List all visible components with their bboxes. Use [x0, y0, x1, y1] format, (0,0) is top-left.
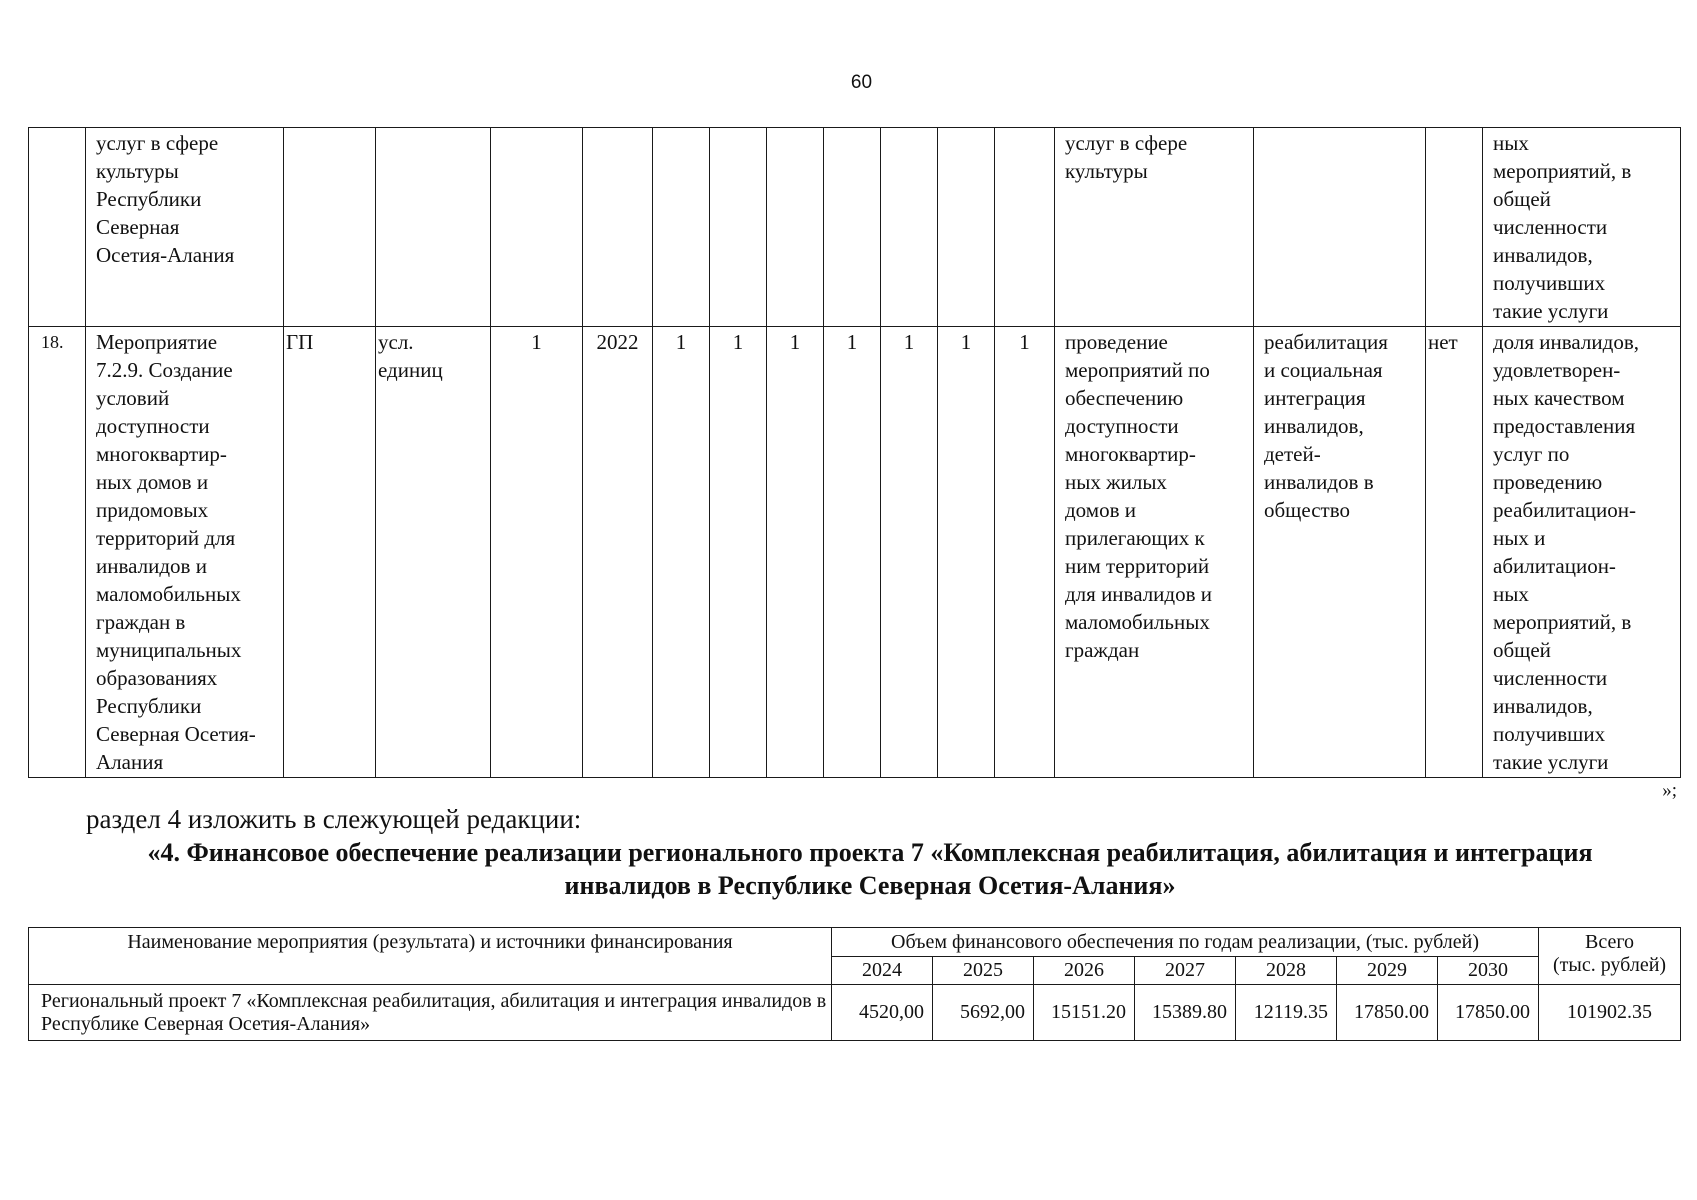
cell-name: Мероприятие 7.2.9. Создание условий доступности многоквартир- ных домов и придомовых территорий для инвалидов и маломобильных граждан в муниципальных образованиях Республики Северная Осетия- Алания: [86, 327, 284, 778]
cell-year-value: [767, 128, 824, 327]
cell-year-value: 1: [881, 327, 938, 778]
project-name: Региональный проект 7 «Комплексная реабилитация, абилитация и интеграция инвалидов в Республике Северная Осетия-Алания»: [29, 985, 832, 1041]
cell-year-value: [995, 128, 1055, 327]
cell-unit: усл. единиц: [376, 327, 491, 778]
year-header: 2030: [1438, 957, 1539, 985]
closing-quote: »;: [1662, 780, 1677, 801]
cell-year-value: 1: [710, 327, 767, 778]
table-row: [29, 985, 1681, 1041]
year-value: 17850.00: [1438, 985, 1539, 1041]
year-value: 17850.00: [1337, 985, 1438, 1041]
section-title: «4. Финансовое обеспечение реализации регионального проекта 7 «Комплексная реабилитация, абилитация и интеграция инвалидов в Республике Северная Осетия-Алания»: [147, 838, 1593, 900]
finance-header-row: [29, 928, 1681, 957]
header-volume: Объем финансового обеспечения по годам реализации, (тыс. рублей): [832, 928, 1539, 957]
cell-indicator: доля инвалидов, удовлетворен- ных качеством предоставления услуг по проведению реабилитацион- ных и абилитацион- ных мероприятий, в общей численности инвалидов, получивших такие услуги: [1483, 327, 1681, 778]
total-value: 101902.35: [1539, 985, 1681, 1041]
cell-level: ГП: [284, 327, 376, 778]
cell-unit: [376, 128, 491, 327]
cell-characteristic: [1254, 128, 1426, 327]
cell-year-value: 1: [824, 327, 881, 778]
table-row-continuation: [29, 128, 1681, 327]
cell-base-year: [583, 128, 653, 327]
year-value: 4520,00: [832, 985, 933, 1041]
page-number: 60: [850, 72, 873, 93]
cell-year-value: 1: [938, 327, 995, 778]
finance-table: [28, 927, 1681, 1041]
year-value: 5692,00: [933, 985, 1034, 1041]
year-header: 2027: [1135, 957, 1236, 985]
year-header: 2028: [1236, 957, 1337, 985]
cell-link: нет: [1426, 327, 1483, 778]
cell-year-value: [938, 128, 995, 327]
amendment-intro: раздел 4 изложить в слежующей редакции:: [86, 804, 582, 834]
cell-index: 18.: [29, 327, 86, 778]
year-value: 12119.35: [1236, 985, 1337, 1041]
cell-year-value: [710, 128, 767, 327]
cell-link: [1426, 128, 1483, 327]
cell-base-value: 1: [491, 327, 583, 778]
year-header: 2024: [832, 957, 933, 985]
year-value: 15151.20: [1034, 985, 1135, 1041]
year-header: 2029: [1337, 957, 1438, 985]
cell-year-value: 1: [995, 327, 1055, 778]
header-name: Наименование мероприятия (результата) и источники финансирования: [29, 928, 832, 985]
table-row-18: [29, 327, 1681, 778]
indicators-table: [28, 127, 1681, 778]
cell-year-value: [653, 128, 710, 327]
cell-year-value: [824, 128, 881, 327]
year-header: 2026: [1034, 957, 1135, 985]
header-total: Всего (тыс. рублей): [1539, 928, 1681, 985]
year-value: 15389.80: [1135, 985, 1236, 1041]
year-header: 2025: [933, 957, 1034, 985]
cell-characteristic: реабилитация и социальная интеграция инвалидов, детей- инвалидов в общество: [1254, 327, 1426, 778]
cell-base-value: [491, 128, 583, 327]
cell-base-year: 2022: [583, 327, 653, 778]
cell-year-value: 1: [767, 327, 824, 778]
cell-result: проведение мероприятий по обеспечению доступности многоквартир- ных жилых домов и прилегающих к ним территорий для инвалидов и маломобильных граждан: [1055, 327, 1254, 778]
cell-level: [284, 128, 376, 327]
cell-name: услуг в сфере культуры Республики Северная Осетия-Алания: [86, 128, 284, 327]
cell-year-value: [881, 128, 938, 327]
cell-year-value: 1: [653, 327, 710, 778]
cell-index: [29, 128, 86, 327]
cell-indicator: ных мероприятий, в общей численности инвалидов, получивших такие услуги: [1483, 128, 1681, 327]
cell-result: услуг в сфере культуры: [1055, 128, 1254, 327]
